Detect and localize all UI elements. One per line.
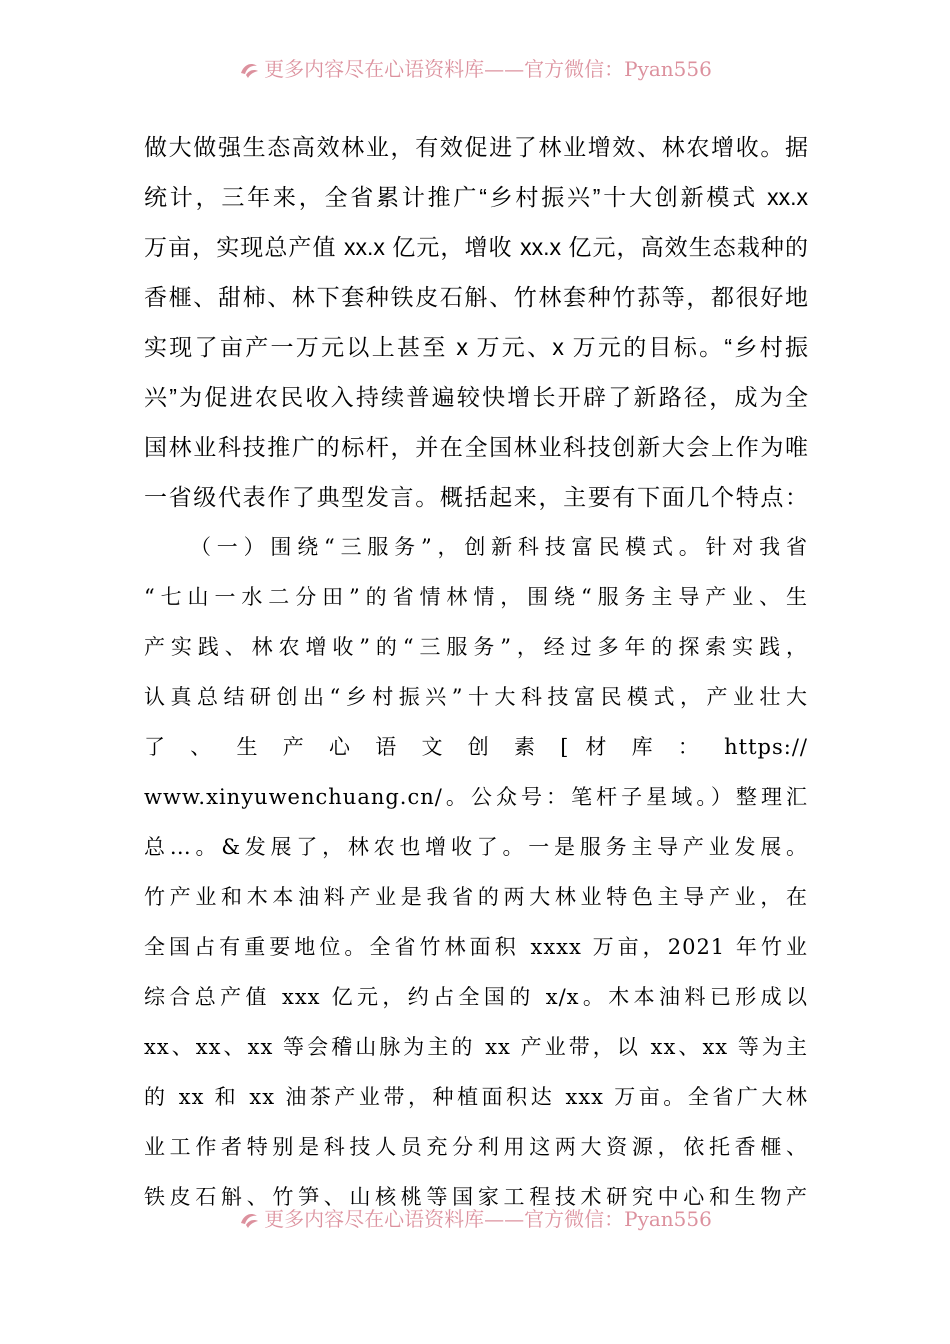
paragraph-2 bbox=[144, 522, 808, 1222]
text-line: 兴”为促进农民收入持续普遍较快增长开辟了新路径，成为全 bbox=[144, 384, 808, 410]
watermark-text: 更多内容尽在心语资料库——官方微信：Pyan556 bbox=[264, 1207, 712, 1231]
text-line: 做大做强生态高效林业，有效促进了林业增效、林农增收。据 bbox=[144, 134, 808, 160]
text-line: 业工作者特别是科技人员充分利用这两大资源，依托香榧、 bbox=[144, 1135, 808, 1159]
text-line: 一省级代表作了典型发言。概括起来，主要有下面几个特点： bbox=[144, 484, 808, 510]
text-line: “七山一水二分田”的省情林情，围绕“服务主导产业、生 bbox=[144, 585, 808, 609]
text-line: 实现了亩产一万元以上甚至 x 万元、x 万元的目标。“乡村振 bbox=[144, 334, 808, 360]
text-line: 认真总结研创出“乡村振兴”十大科技富民模式，产业壮大 bbox=[144, 685, 808, 709]
watermark-logo-icon bbox=[238, 58, 260, 80]
text-line: （一）围绕“三服务”，创新科技富民模式。针对我省 bbox=[190, 535, 808, 559]
text-line: www.xinyuwenchuang.cn/。公众号：笔杆子星域。）整理汇 bbox=[144, 785, 808, 809]
text-line: 国林业科技推广的标杆，并在全国林业科技创新大会上作为唯 bbox=[144, 434, 808, 460]
text-line: 香榧、甜柿、林下套种铁皮石斛、竹林套种竹荪等，都很好地 bbox=[144, 284, 808, 310]
text-line: 了 、 生 产 心 语 文 创 素 [ 材 库 ： https:// bbox=[144, 735, 808, 759]
watermark-logo-icon bbox=[238, 1208, 260, 1230]
text-line: xx、xx、xx 等会稽山脉为主的 xx 产业带，以 xx、xx 等为主 bbox=[144, 1035, 808, 1059]
watermark-text: 更多内容尽在心语资料库——官方微信：Pyan556 bbox=[264, 57, 712, 81]
text-line: 的 xx 和 xx 油茶产业带，种植面积达 xxx 万亩。全省广大林 bbox=[144, 1085, 808, 1109]
text-line: 全国占有重要地位。全省竹林面积 xxxx 万亩，2021 年竹业 bbox=[144, 935, 808, 959]
footer-watermark bbox=[0, 1206, 950, 1232]
text-line: 总…。&发展了，林农也增收了。一是服务主导产业发展。 bbox=[144, 835, 808, 859]
text-line: 竹产业和木本油料产业是我省的两大林业特色主导产业，在 bbox=[144, 885, 808, 909]
text-line: 统计，三年来，全省累计推广“乡村振兴”十大创新模式 xx.x bbox=[144, 184, 808, 210]
header-watermark bbox=[0, 56, 950, 82]
paragraph-1 bbox=[144, 122, 808, 522]
text-line: 万亩，实现总产值 xx.x 亿元，增收 xx.x 亿元，高效生态栽种的 bbox=[144, 234, 808, 260]
text-line: 综合总产值 xxx 亿元，约占全国的 x/x。木本油料已形成以 bbox=[144, 985, 808, 1009]
text-line: 铁皮石斛、竹笋、山核桃等国家工程技术研究中心和生物产 bbox=[144, 1185, 808, 1209]
document-body bbox=[144, 122, 808, 1222]
text-line: 产实践、林农增收”的“三服务”，经过多年的探索实践， bbox=[144, 635, 808, 659]
